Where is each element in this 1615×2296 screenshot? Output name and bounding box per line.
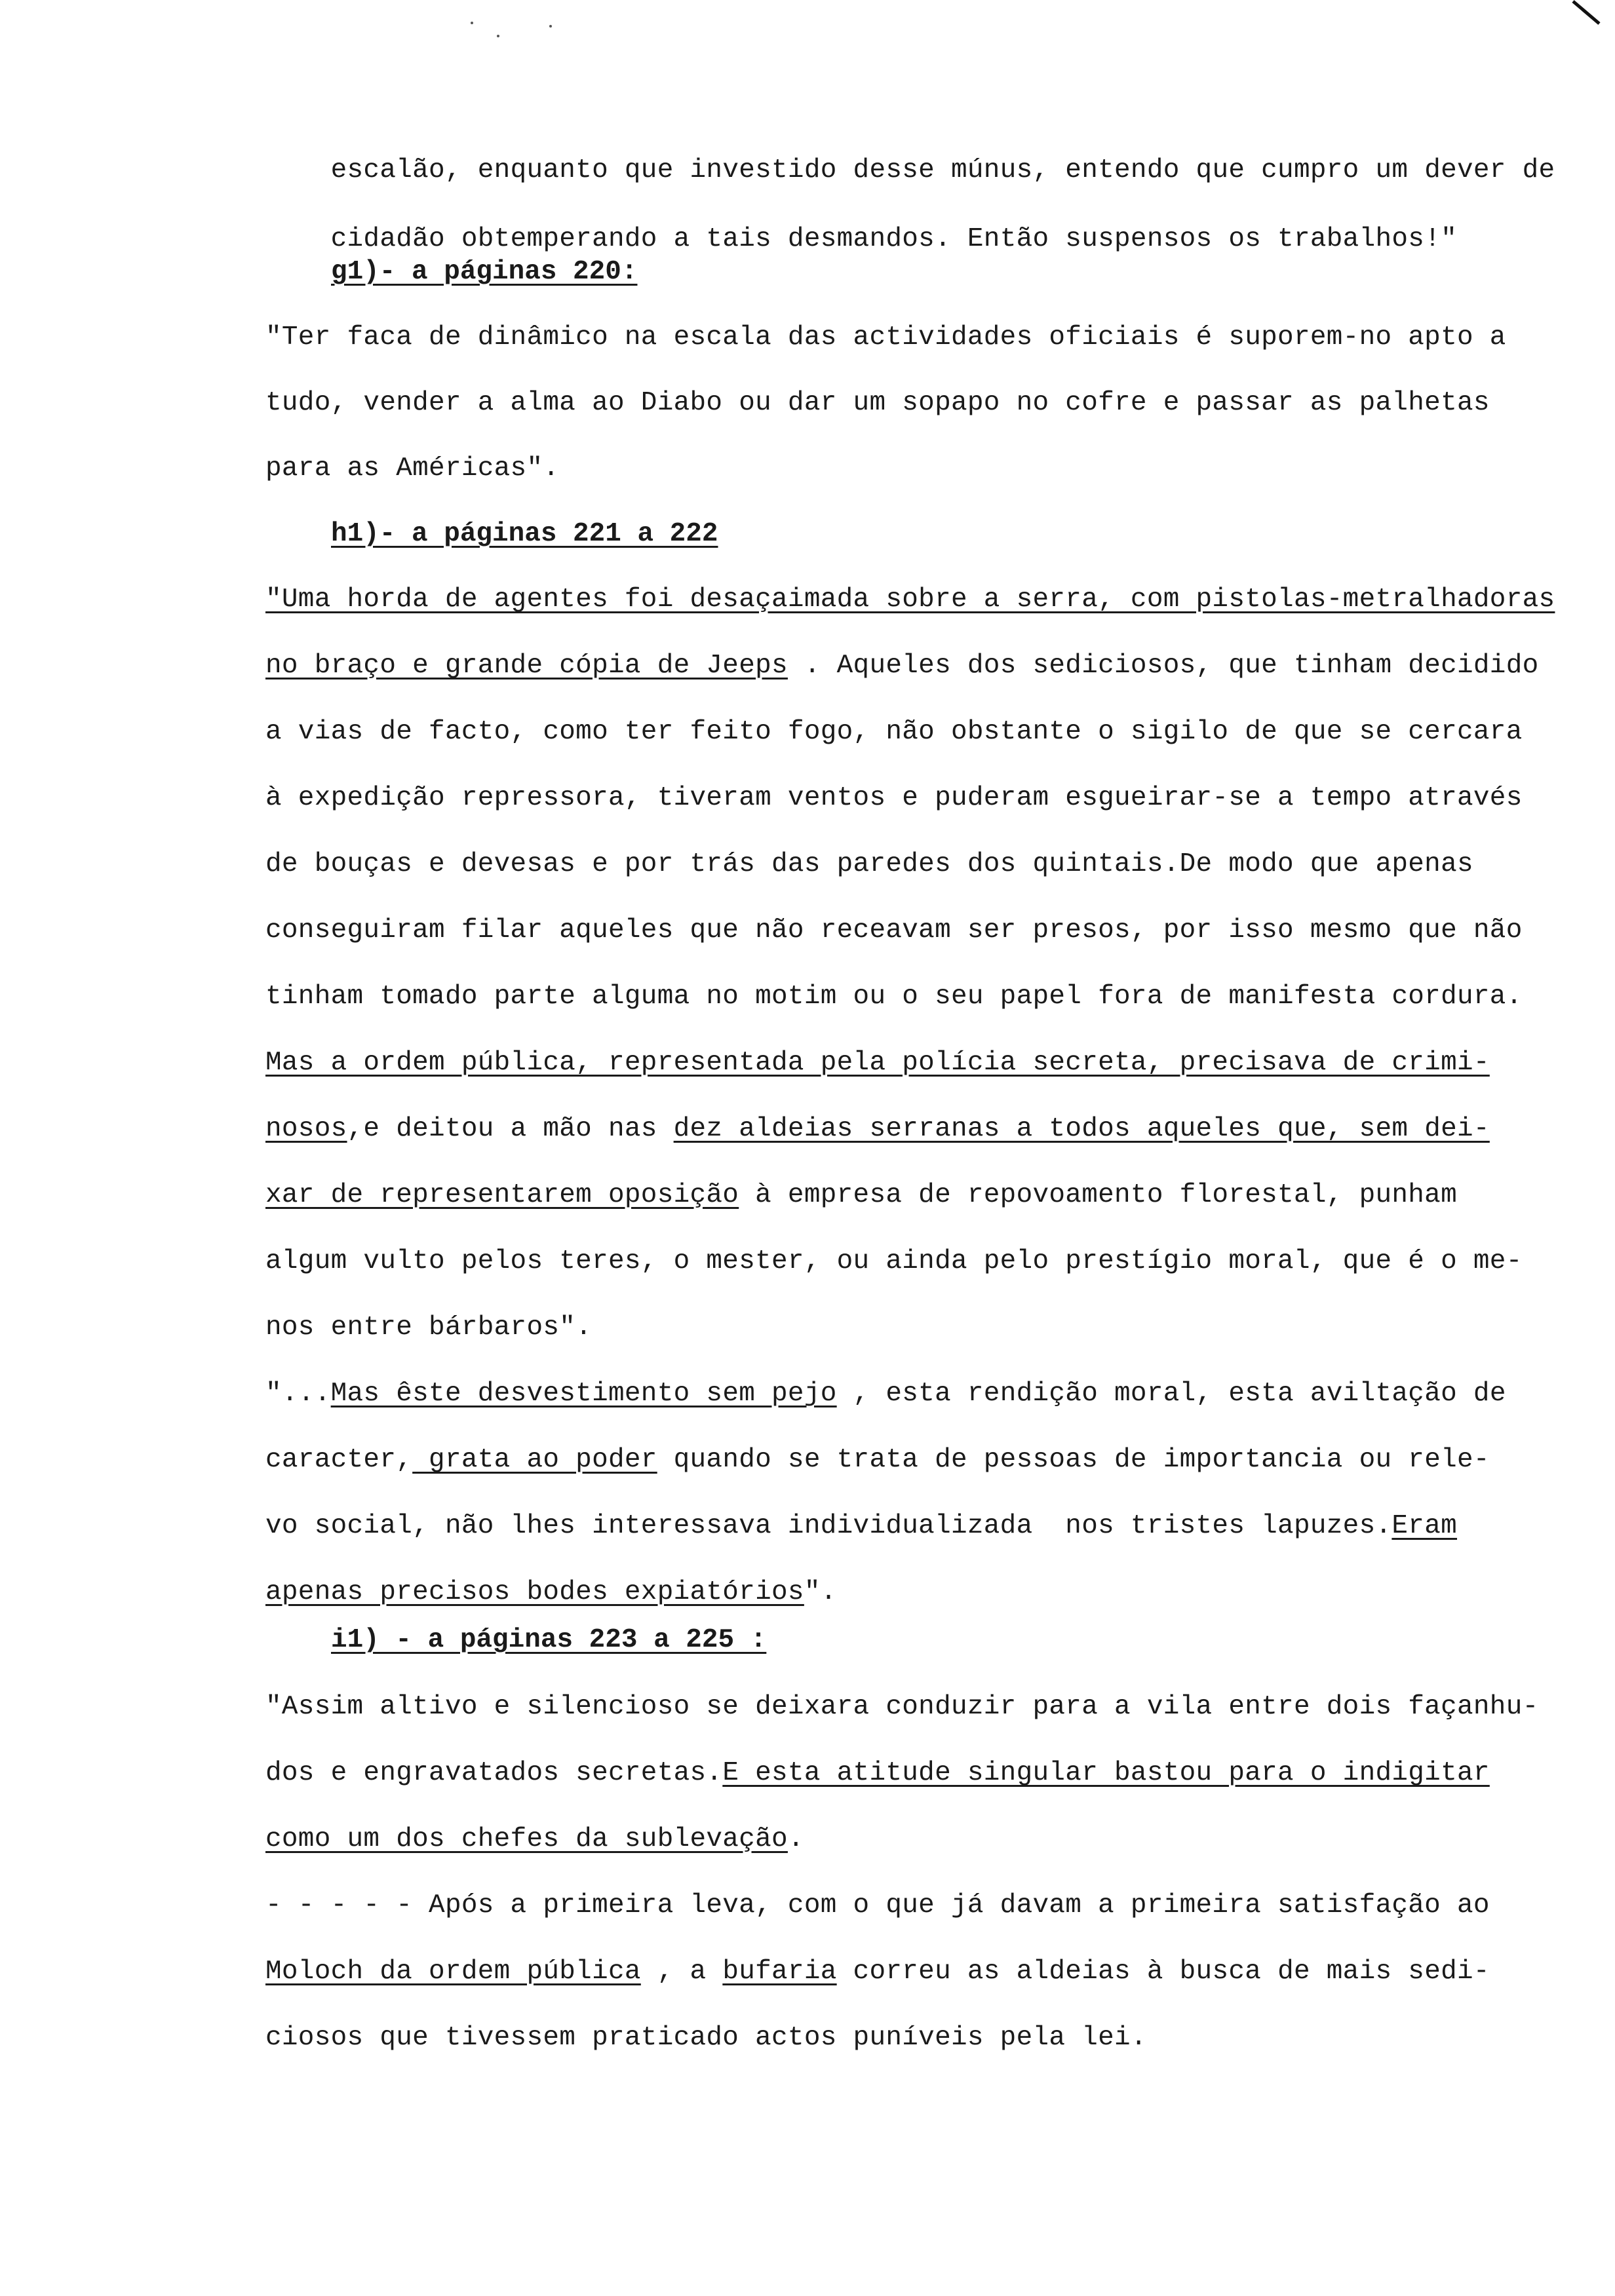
line-segment: tinham tomado parte alguma no motim ou o seu papel fora de manifesta cordura. bbox=[265, 982, 1523, 1012]
quote-h1-line-7 bbox=[265, 980, 1523, 1013]
quote-g1-line-2: tudo, vender a alma ao Diabo ou dar um sopapo no cofre e passar as palhetas bbox=[265, 388, 1490, 418]
line-segment: a vias de facto, como ter feito fogo, não obstante o sigilo de que se cercara bbox=[265, 717, 1523, 747]
line-segment: "... bbox=[265, 1379, 331, 1409]
quote-h1-line-13 bbox=[265, 1377, 1511, 1410]
line-segment: algum vulto pelos teres, o mester, ou ainda pelo prestígio moral, que é o me- bbox=[265, 1246, 1523, 1276]
underlined-segment: Eram bbox=[1391, 1511, 1458, 1541]
quote-h1-line-16 bbox=[265, 1576, 1511, 1609]
line-segment: . Aqueles dos sediciosos, que tinham decidido bbox=[787, 651, 1539, 681]
section-heading-g1: g1)- a páginas 220: bbox=[331, 257, 638, 287]
quote-h1-line-12 bbox=[265, 1311, 1511, 1344]
line-segment: correu as aldeias à busca de mais sedi- bbox=[836, 1957, 1490, 1987]
quote-h1-line-9 bbox=[265, 1113, 1511, 1145]
quote-i1-line-6 bbox=[265, 2021, 1511, 2054]
line-segment: quando se trata de pessoas de importancia ou rele- bbox=[657, 1445, 1490, 1475]
underlined-segment: grata ao poder bbox=[412, 1445, 657, 1475]
quote-h1-line-8 bbox=[265, 1046, 1511, 1079]
underlined-segment: Moloch da ordem pública bbox=[265, 1957, 641, 1987]
line-segment: vo social, não lhes interessava individualizada nos tristes lapuzes. bbox=[265, 1511, 1392, 1541]
line-segment: caracter, bbox=[265, 1445, 413, 1475]
quote-h1-line-10 bbox=[265, 1179, 1511, 1212]
quote-h1-line-1 bbox=[265, 583, 1555, 616]
line-segment: , esta rendição moral, esta aviltação de bbox=[836, 1379, 1506, 1409]
line-segment: "Assim altivo e silencioso se deixara conduzir para a vila entre dois façanhu- bbox=[265, 1692, 1539, 1722]
underlined-segment: no braço e grande cópia de Jeeps bbox=[265, 651, 788, 681]
underlined-segment: dez aldeias serranas a todos aqueles que, sem dei- bbox=[673, 1114, 1490, 1144]
quote-i1-line-1 bbox=[265, 1691, 1539, 1723]
line-segment: . bbox=[787, 1824, 804, 1854]
quote-h1-line-2 bbox=[265, 649, 1539, 682]
section-heading-i1: i1) - a páginas 223 a 225 : bbox=[331, 1625, 767, 1655]
line-segment: ". bbox=[804, 1577, 837, 1607]
quote-h1-line-4 bbox=[265, 782, 1523, 814]
line-segment: dos e engravatados secretas. bbox=[265, 1758, 723, 1788]
quote-i1-line-3 bbox=[265, 1823, 1511, 1856]
underlined-segment: como um dos chefes da sublevação bbox=[265, 1824, 788, 1854]
line-segment: cidadão obtemperando a tais desmandos. Então suspensos os trabalhos!" bbox=[330, 224, 1458, 254]
quote-i1-line-2 bbox=[265, 1757, 1511, 1789]
quote-i1-line-5 bbox=[265, 1955, 1511, 1988]
section-heading-h1: h1)- a páginas 221 a 222 bbox=[331, 519, 718, 549]
line-segment: ,e deitou a mão nas bbox=[347, 1114, 674, 1144]
line-segment: ciosos que tivessem praticado actos puníveis pela lei. bbox=[265, 2023, 1147, 2053]
quote-h1-line-3 bbox=[265, 716, 1523, 748]
underlined-segment: Mas a ordem pública, representada pela polícia secreta, precisava de crimi- bbox=[265, 1048, 1490, 1078]
line-segment: - - - - - Após a primeira leva, com o que já davam a primeira satisfação ao bbox=[265, 1890, 1490, 1921]
quote-g1-line-3: para as Américas". bbox=[265, 453, 560, 484]
line-segment: , a bbox=[640, 1957, 723, 1987]
scan-specks bbox=[459, 10, 590, 49]
line-segment: de bouças e devesas e por trás das paredes dos quintais.De modo que apenas bbox=[265, 849, 1473, 879]
quote-h1-line-5 bbox=[265, 848, 1511, 881]
underlined-segment: xar de representarem oposição bbox=[265, 1180, 739, 1210]
quote-h1-line-6 bbox=[265, 914, 1523, 947]
underlined-segment: nosos bbox=[265, 1114, 347, 1144]
line-segment: escalão, enquanto que investido desse múnus, entendo que cumpro um dever de bbox=[330, 155, 1555, 185]
corner-scan-mark bbox=[1568, 0, 1607, 26]
quote-h1-line-15 bbox=[265, 1510, 1511, 1542]
quote-g1-line-1: "Ter faca de dinâmico na escala das actividades oficiais é suporem-no apto a bbox=[265, 322, 1506, 353]
quote-h1-line-11 bbox=[265, 1245, 1523, 1278]
underlined-segment: apenas precisos bodes expiatórios bbox=[265, 1577, 804, 1607]
line-segment: nos entre bárbaros". bbox=[265, 1312, 593, 1343]
quote-h1-line-14 bbox=[265, 1444, 1511, 1476]
line-segment: à empresa de repovoamento florestal, punham bbox=[739, 1180, 1457, 1210]
underlined-segment: Mas êste desvestimento sem pejo bbox=[330, 1379, 837, 1409]
quote-i1-line-4 bbox=[265, 1889, 1511, 1922]
line-segment: à expedição repressora, tiveram ventos e puderam esgueirar-se a tempo através bbox=[265, 783, 1523, 813]
line-segment: conseguiram filar aqueles que não receavam ser presos, por isso mesmo que não bbox=[265, 915, 1523, 946]
underlined-segment: E esta atitude singular bastou para o indigitar bbox=[722, 1758, 1490, 1788]
underlined-segment: bufaria bbox=[722, 1957, 837, 1987]
underlined-segment: "Uma horda de agentes foi desaçaimada sobre a serra, com pistolas-metralhadoras bbox=[265, 584, 1555, 615]
